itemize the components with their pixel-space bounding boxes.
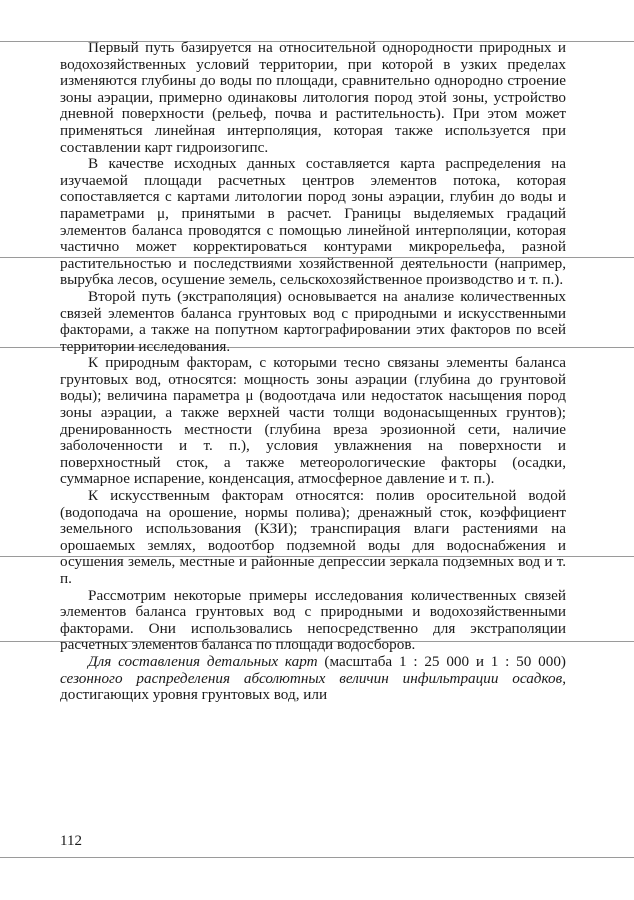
italic-detailed-maps: Для составления детальных карт (88, 652, 318, 670)
paragraph-examples: Рассмотрим некоторые примеры исследования количественных связей элементов баланса грунтовых вод с природными и водохозяйственными факторами. Они использовались непосредственно для экстраполяции расчетных элементов баланса по площади водосборов. (60, 586, 566, 654)
page-number: 112 (60, 833, 82, 849)
text-scale: (масштаба 1 : 25 000 и 1 : 50 000) (317, 652, 566, 670)
paragraph-detailed-maps (60, 654, 566, 704)
paragraph-natural-factors: К природным факторам, с которыми тесно связаны элементы баланса грунтовых вод, относятся: мощность зоны аэрации (глубина до грунтовой воды); величина параметра μ (водоотдача или недостаток насыщения пород зоны аэрации, а также верхней части толщи водонасыщенных грунтов); дренированность местности (глубина вреза эрозионной сети, наличие заболоченности и т. п.), условия увлажнения на поверхности и поверхностный сток, а также метеорологические факторы (осадки, суммарное испарение, конденсация, атмосферное давление и т. п.). (60, 354, 566, 488)
paragraph-source-data: В качестве исходных данных составляется карта распределения на изучаемой площади расчетных центров элементов потока, которая сопоставляется с картами литологии пород зоны аэрации, глубин до воды и параметрами μ, принятыми в расчет. Границы выделяемых градаций элементов баланса проводятся с помощью линейной интерполяции, которая частично может корректироваться контурами микрорельефа, разной растительностью и последствиями хозяйственной деятельности (например, вырубка лесов, осушение земель, сельскохозяйственное производство и т. п.). (60, 155, 566, 289)
scan-rule-footer (0, 857, 634, 858)
paragraph-artificial-factors: К искусственным факторам относятся: полив оросительной водой (водоподача на орошение, нормы полива); дренажный сток, коэффициент земельного использования (КЗИ); транспирация влаги растениями на орошаемых землях, водоотбор подземной воды для водоснабжения и осушения земель, местные и районные депрессии зеркала подземных вод и т. п. (60, 487, 566, 587)
paragraph-first-path: Первый путь базируется на относительной однородности природных и водохозяйственных условий территории, при которой в узких пределах изменяются глубины до воды по площади, сравнительно однородно строение зоны аэрации, примерно одинаковы литология пород этой зоны, устройство дневной поверхности (рельеф, почва и растительность). При этом может применяться линейная интерполяция, которая также используется при составлении карт гидроизогипс. (60, 39, 566, 156)
paragraph-second-path: Второй путь (экстраполяция) основывается на анализе количественных связей элементов баланса грунтовых вод с природными и искусственными факторами, а также на попутном картографировании этих факторов по всей территории исследования. (60, 287, 566, 355)
page-text (60, 40, 566, 704)
italic-infiltration: сезонного распределения абсолютных величин инфильтрации осадков (60, 669, 563, 687)
text-continuation: , достигающих уровня грунтовых вод, или (60, 669, 566, 704)
